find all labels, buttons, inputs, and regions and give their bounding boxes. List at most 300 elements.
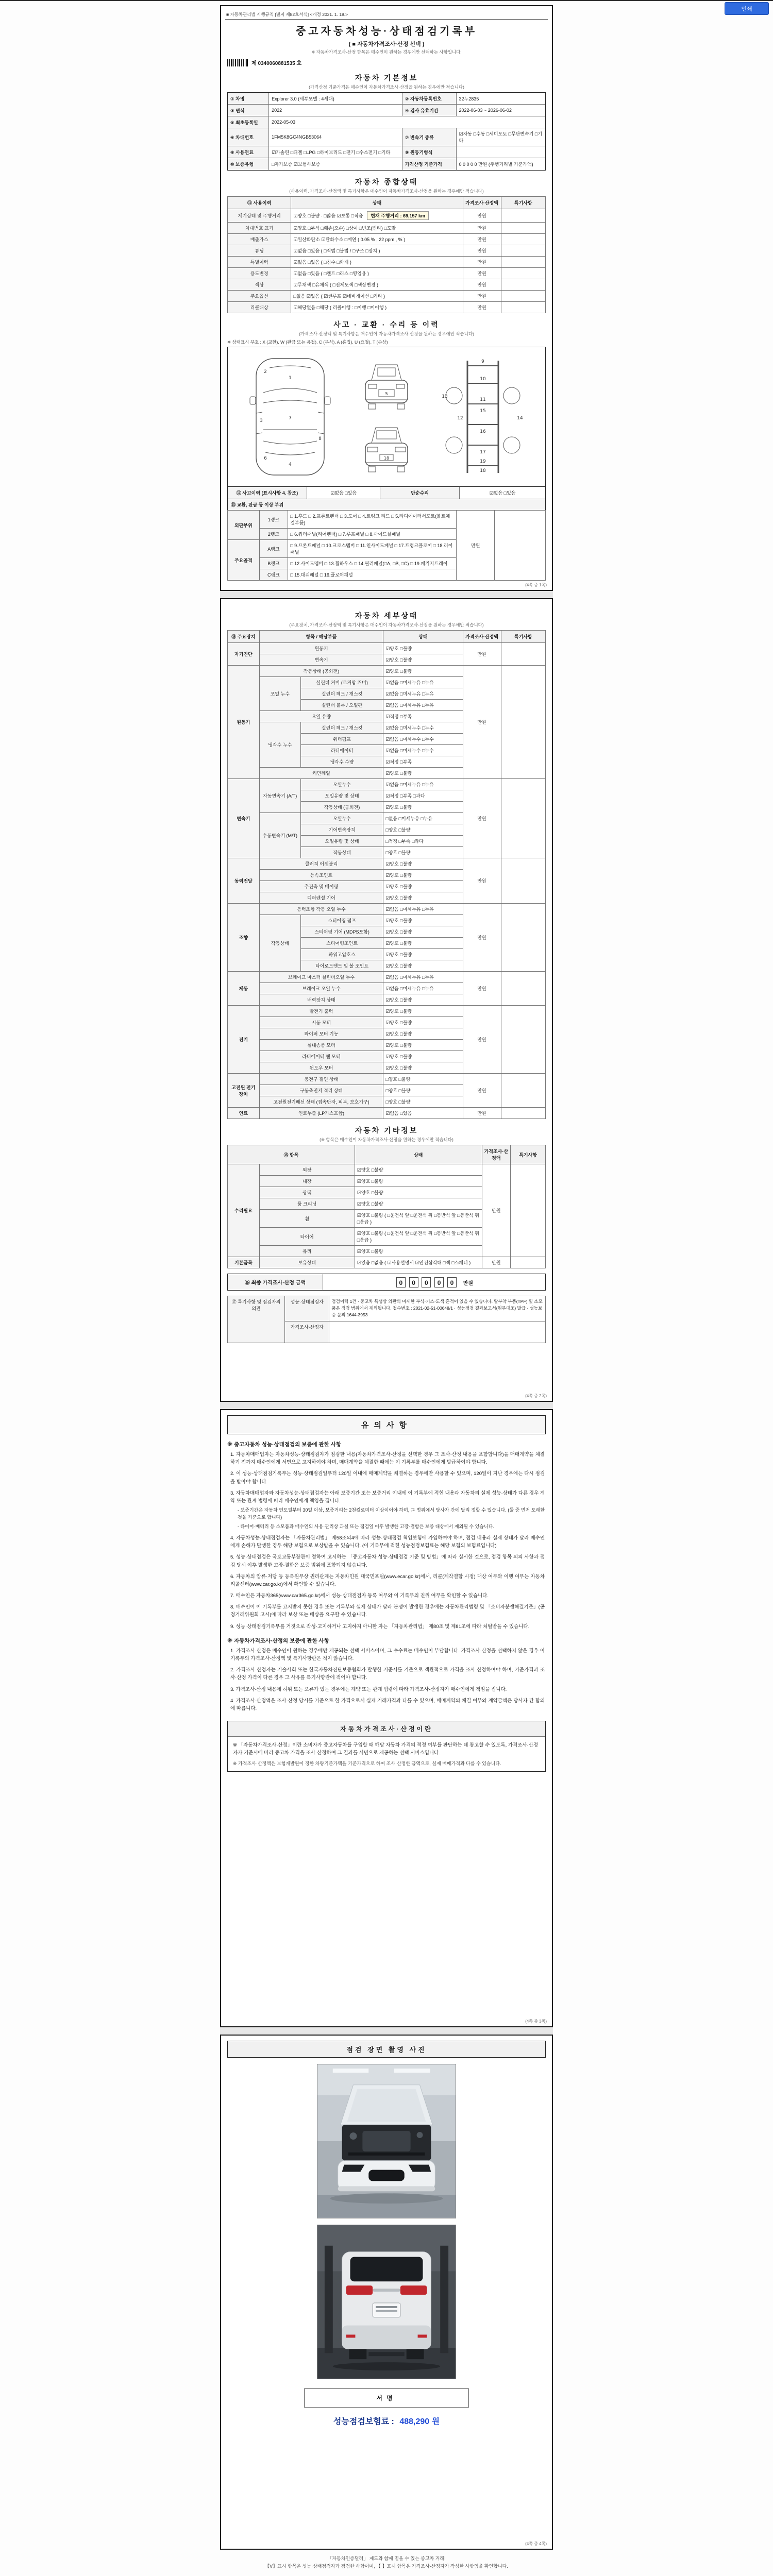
svg-text:4: 4 [289,462,292,467]
item-label: 작동상태 (공회전) [300,802,383,813]
basic-info-row [228,128,545,146]
inspector-opinion-text: 점검이력 1건 · 중고차 특성상 외판의 미세한 부식·기스·도색 흔적이 있을 수 있습니다. 탈부착 부품(TPF) 및 소모품은 점검 범위에서 제외됩니다. 접수번호 : 2021-02-51-00648/1 · 성능점검 결과보고서(원부대조) 발급 · 성능보증 문의 1644-3953 [329,1296,546,1321]
basic-info-row [228,146,545,158]
device-row [228,972,546,983]
note-cell [501,904,545,972]
item-state [291,279,463,291]
device-row [228,1108,546,1119]
notice-item: 5. 성능·상태점검은 국토교통부장관이 정하여 고시하는 「중고자동차 성능·상태점검 기준 및 방법」에 따라 실시한 것으로, 점검 항목 외의 사항과 점검 당시 이후 발생한 고장·결함은 보증 범위에 포함되지 않습니다. [230,1554,545,1568]
item-label: 주요옵션 [228,291,291,302]
item-label: 고전원전기배선 상태 (접속단자, 피복, 보호기구) [259,1096,383,1108]
detail-header-row [228,631,546,643]
device-row [228,779,546,790]
basic-info-row [228,93,545,105]
item-state [291,209,463,223]
item-label: 워터펌프 [300,734,383,745]
notice-subitem: - 타이어·배터리 등 소모품과 매수인의 사용·관리상 과실 또는 점검일 이후 발생한 고장·결함은 보증 대상에서 제외될 수 있습니다. [238,1524,494,1529]
item-label: 실린더 블록 / 오일팬 [300,700,383,711]
summary-row [228,223,546,234]
device-subgroup: 냉각수 누수 [259,722,300,768]
item-state: ☑없음 □미세누유 □누유 [383,688,463,700]
item-label: 특별이력 [228,257,291,268]
section-note-etc: (※ 항목은 매수인이 자동차가격조사·산정을 원하는 경우에만 적습니다) [320,1137,453,1142]
item-state: □없음 □미세누유 □누유 [383,813,463,824]
page-mark-4: (4쪽 중 4쪽) [525,2541,547,2546]
summary-row [228,291,546,302]
summary-row [228,209,546,223]
etc-table [227,1145,546,1268]
price-cell: 만원 [482,1164,511,1257]
basic-info-table [227,92,546,171]
device-subgroup: 자동변속기 (A/T) [259,779,300,813]
price-cell: 만원 [463,302,501,313]
svg-text:19: 19 [480,459,486,464]
final-price-row [227,1274,546,1291]
field-label: 가격산정 기준가격 [402,158,457,170]
section-title-detail: 자동차 세부상태 [355,612,418,620]
note-cell [501,972,545,1006]
item-state [291,291,463,302]
state-checkboxes: ☑없음 □있음 ( □적법 □불법 / □구조 □장치 ) [293,248,380,253]
summary-row [228,257,546,268]
device-subgroup: 수동변속기 (M/T) [259,813,300,858]
field-label: ③ 연식 [228,105,269,116]
item-label: 배출가스 [228,234,291,245]
item-label: 기어변속장치 [300,824,383,836]
item-label: 시동 모터 [259,1017,383,1028]
price-cell: 만원 [463,234,501,245]
item-label: 발전기 출력 [259,1006,383,1017]
svg-text:9: 9 [481,359,484,364]
field-label: ⑩ 보증유형 [228,158,269,170]
item-state: □양호 □불량 [383,824,463,836]
summary-header-note: 특기사항 [501,197,545,209]
detail-header-item: 항목 / 해당부품 [259,631,383,643]
part-items: □ 1.후드 □ 2.프론트펜더 □ 3.도어 □ 4.트렁크 리드 □ 5.라디에이터서포트(볼트체결부품) [288,511,457,529]
item-label: 오일누수 [300,813,383,824]
footer-notes [220,2555,553,2571]
device-subgroup: 오일 누수 [259,677,300,711]
item-label: 라디에이터 팬 모터 [259,1051,383,1062]
final-price-unit: 만원 [463,1280,474,1286]
item-state: ☑양호 □불량 [355,1164,482,1176]
detail-header-note: 특기사항 [501,631,545,643]
item-state: ☑적정 □부족 [383,756,463,768]
price-cell: 만원 [463,779,501,858]
item-state [291,223,463,234]
etc-header-state: 상태 [355,1145,482,1164]
accident-parts-table [227,510,546,581]
item-state: ☑적정 □부족 □과다 [383,790,463,802]
field-value: ☑가솔린 □디젤 □LPG □하이브리드 □전기 □수소전기 □기타 [269,146,402,158]
price-cell: 만원 [463,268,501,279]
engine-bay-photo [317,2064,456,2218]
item-label: 등속조인트 [259,870,383,881]
field-value: 1FM5K8GC4NGB53064 [269,128,402,146]
price-cell: 만원 [463,972,501,1006]
price-cell: 만원 [463,1074,501,1108]
device-group: 자기진단 [228,643,260,666]
summary-header-row [228,197,546,209]
note-cell [501,257,545,268]
insurance-premium [227,2415,546,2427]
item-state: ☑양호 □불량 [383,666,463,677]
signature-label: 서명 [376,2395,397,2402]
item-label: 브레이크 마스터 실린더오일 누수 [259,972,383,983]
item-state: ☑양호 □불량 [355,1176,482,1187]
svg-text:13: 13 [442,394,448,399]
insurance-premium-value: 488,290 원 [399,2417,440,2426]
part-rank: 2랭크 [259,529,288,540]
price-digit: 0 [422,1277,431,1287]
item-label: 보유상태 [259,1257,355,1268]
section-note-detail: (주요장치, 가격조사·산정액 및 특기사항은 매수인이 자동차가격조사·산정을 원하는 경우에만 적습니다) [289,622,484,628]
part-group: 외판부위 [228,511,260,540]
notice-item: 2. 가격조사·산정자는 기술사회 또는 한국자동차진단보증협회가 발행한 기준서를 기준으로 객관적으로 가격을 조사·산정하여야 하며, 기준가격과 조사·산정 가격이 다른 경우 그 사유를 특기사항란에 적어야 합니다. [230,1667,545,1681]
item-state: ☑양호 □불량 [383,858,463,870]
item-state: ☑양호 □불량 [383,926,463,938]
field-label: ⑤ 최초등록일 [228,116,269,128]
item-state: ☑없음 □미세누유 □누유 [383,983,463,994]
svg-text:3: 3 [260,418,263,423]
price-cell: 만원 [463,257,501,268]
notice-item: 9. 성능·상태점검기록부를 거짓으로 작성·고지하거나 고지하지 아니한 자는 「자동차관리법」 제80조 및 제81조에 따라 처벌받을 수 있습니다. [230,1623,530,1630]
note-cell [501,1006,545,1074]
price-cell: 만원 [463,1006,501,1074]
item-state: ☑양호 □불량 [383,1017,463,1028]
item-state: ☑양호 □불량 ( □운전석 앞 □운전석 뒤 □동반석 앞 □동반석 뒤 □응급 ) [355,1228,482,1246]
notice-item: 7. 매수인은 자동차365(www.car365.go.kr)에서 성능·상태점검자 등록 여부와 이 기록부의 진위 여부를 확인할 수 있습니다. [230,1593,489,1599]
item-state: ☑양호 □불량 [383,881,463,892]
price-cell: 만원 [463,643,501,666]
price-digit: 0 [409,1277,418,1287]
item-label: 클러치 어셈블리 [259,858,383,870]
opinion-label: ⑰ 특기사항 및 점검자의 의견 [228,1296,285,1343]
note-cell [495,511,546,581]
section-head-etc [227,1125,546,1143]
price-definition-note: ※ 가격조사·산정액은 보험개발원이 정한 차량기준가액을 기준가격으로 하여 조사·산정한 금액으로, 실제 매매가격과 다를 수 있습니다. [233,1760,501,1766]
price-cell: 만원 [482,1257,511,1268]
device-group: 변속기 [228,779,260,858]
page-mark-2: (4쪽 중 2쪽) [525,1394,547,1398]
price-cell: 만원 [463,858,501,904]
device-group: 수리필요 [228,1164,260,1257]
device-row [228,858,546,870]
item-state: ☑양호 □불량 [383,949,463,960]
form-page-4 [220,2035,553,2550]
form-page-1 [220,5,553,591]
item-label: 커먼레일 [259,768,383,779]
section-note-summary: (사용이력, 가격조사·산정액 및 특기사항은 매수인이 자동차가격조사·산정을 원하는 경우에만 적습니다) [289,189,484,194]
item-label: 와이퍼 모터 기능 [259,1028,383,1040]
item-label: 작동상태 (공회전) [259,666,383,677]
item-label: 색상 [228,279,291,291]
appraiser-label: 가격조사·산정자 [285,1321,329,1343]
field-label: ② 자동차등록번호 [402,93,457,104]
note-cell [501,209,545,223]
item-label: 변속기 [259,654,383,666]
accident-history-state: ☑없음 □있음 [307,487,380,499]
item-label: 배력장치 상태 [259,994,383,1006]
form-subtitle: ( ■ 자동차가격조사·산정 선택 ) [348,41,425,47]
summary-table [227,196,546,313]
field-value: 2022 [269,105,402,116]
note-cell [501,302,545,313]
opinion-row-inspector [228,1296,546,1321]
part-rank: B랭크 [259,558,288,569]
form-title: 중고자동차성능·상태점검기록부 [295,26,478,37]
damage-code-legend: ※ 상태표시 부호 : X (교환), W (판금 또는 용접), C (부식), A (흠집), U (요철), T (손상) [227,340,388,345]
svg-text:1: 1 [289,376,292,381]
section-title-summary: 자동차 종합상태 [355,178,418,186]
price-cell: 만원 [463,666,501,779]
page-gap [220,2027,553,2035]
simple-repair-label: 단순수리 [380,487,460,499]
price-definition-title: 자동차가격조사·산정이란 [228,1721,545,1737]
summary-row [228,234,546,245]
field-value [457,146,545,158]
state-checkboxes: ☑없음 □있음 ( □렌트 □리스 □영업용 ) [293,271,369,276]
item-state: ☑양호 □불량 [383,1062,463,1074]
item-state: ☑양호 □불량 [383,938,463,949]
note-cell [501,779,545,858]
section-note-accident: (가격조사·산정액 및 특기사항은 매수인이 자동차가격조사·산정을 원하는 경우에만 적습니다) [299,331,474,336]
item-label: 오일유량 및 상태 [300,836,383,847]
price-digit: 0 [434,1277,444,1287]
form-page-3 [220,1409,553,2027]
field-value: Explorer 3.0 (세부모델 : 4세대) [269,93,402,104]
item-label: 실린더 헤드 / 개스킷 [300,722,383,734]
state-checkboxes: ☑무채색 □유채색 ( □전체도색 □색상변경 ) [293,282,378,287]
svg-text:11: 11 [480,397,486,402]
basic-info-row [228,158,545,170]
accident-history-label: ⑫ 사고이력 (표시사항 4. 참조) [228,487,307,499]
item-state: ☑없음 □미세누유 □누유 [383,700,463,711]
note-cell [501,268,545,279]
car-front-view-diagram [358,357,415,414]
item-label: 리콜대상 [228,302,291,313]
part-rank: A랭크 [259,540,288,558]
opinion-table [227,1296,546,1343]
form-title-note: ※ 자동차가격조사·산정 항목은 매수인이 원하는 경우에만 선택하는 사항입니다. [311,49,462,55]
item-state: ☑양호 □불량 [383,915,463,926]
field-label: ⑨ 원동기형식 [402,146,457,158]
item-label: 충전구 절연 상태 [259,1074,383,1085]
state-checkboxes: ☑일산화탄소 ☑탄화수소 □매연 ( 0.05 % , 22 ppm , % ) [293,237,406,242]
notice-subitem: - 보증기간은 자동차 인도일부터 30일 이상, 보증거리는 2천킬로미터 이상이어야 하며, 그 범위에서 당사자 간에 달리 정할 수 있습니다. (둘 중 먼저 도래한 것을 기준으로 합니다) [238,1507,545,1520]
item-state: ☑양호 □불량 [383,802,463,813]
device-group: 제동 [228,972,260,1006]
item-state: ☑없음 □미세누유 □누유 [383,972,463,983]
note-cell [501,291,545,302]
detail-header-device: ⑭ 주요장치 [228,631,260,643]
field-label: ⑥ 차대번호 [228,128,269,146]
part-items: □ 15.대쉬패널 □ 16.플로어패널 [288,569,457,581]
item-state: ☑양호 □불량 [383,994,463,1006]
detail-header-price: 가격조사·산정액 [463,631,501,643]
item-label: 실린더 커버 (로커암 커버) [300,677,383,688]
device-group: 전기 [228,1006,260,1074]
notice-section-heading: ※ 자동차가격조사·산정의 보증에 관한 사항 [227,1637,329,1644]
device-group: 동력전달 [228,858,260,904]
section-title-etc: 자동차 기타정보 [355,1126,418,1134]
accident-part-row [228,511,546,529]
item-state: ☑양호 □불량 [383,960,463,972]
svg-text:18: 18 [383,456,390,461]
state-checkboxes: ☑없음 □있음 ( □침수 □화재 ) [293,260,351,265]
note-cell [501,279,545,291]
svg-text:17: 17 [480,450,486,455]
item-label: 실내송풍 모터 [259,1040,383,1051]
item-label: 튜닝 [228,245,291,257]
device-row [228,666,546,677]
item-label: 유리 [259,1246,355,1257]
svg-text:10: 10 [480,377,486,382]
item-state: ☑적정 □부족 [383,711,463,722]
summary-header-state: 상태 [291,197,463,209]
serial-row [227,59,546,66]
item-label: 스티어링조인트 [300,938,383,949]
etc-header-row [228,1145,546,1164]
svg-text:5: 5 [385,392,388,396]
field-value: 32누2835 [459,96,479,101]
notice-item: 1. 자동차매매업자는 자동차성능·상태점검자가 점검한 내용(자동차가격조사·산정을 선택한 경우 그 조사·산정 내용을 포함합니다)을 매매계약을 체결하기 전까지 매수인에게 서면으로 고지하여야 하며, 매매계약을 체결한 때에는 이 기록부를 매수인에게 발급하여야 합니다. [230,1452,545,1466]
item-label: 스티어링 펌프 [300,915,383,926]
front-rear-diagrams [358,357,415,477]
svg-text:15: 15 [480,409,486,414]
car-frame-diagram [431,352,534,481]
svg-text:2: 2 [264,369,267,375]
item-state: ☑양호 □불량 [383,643,463,654]
page-mark-1: (4쪽 중 1쪽) [525,583,547,587]
svg-text:6: 6 [264,456,267,461]
item-state: □양호 □불량 [383,1085,463,1096]
item-state: ☑양호 □불량 [383,892,463,904]
signature-box [304,2388,469,2408]
item-label: 차대번호 표기 [228,223,291,234]
field-value: 0 0 0 0 0 만원 (주행거리별 기준가액) [459,162,533,167]
summary-row [228,268,546,279]
svg-text:12: 12 [457,416,463,421]
item-label: 동력조향 작동 오일 누수 [259,904,383,915]
part-items: □ 6.쿼터패널(리어펜더) □ 7.루프패널 □ 8.사이드실패널 [288,529,457,540]
device-row [228,1074,546,1085]
item-state: □적정 □부족 □과다 [383,836,463,847]
summary-row [228,279,546,291]
item-state: ☑없음 □미세누유 □누유 [383,779,463,790]
price-definition-text: ※ 「자동차가격조사·산정」이란 소비자가 중고자동차를 구입할 때 해당 자동차 가격의 적정 여부를 판단하는 데 참고할 수 있도록, 가격조사·산정자가 기준서에 따라 중고차 가격을 조사·산정하여 그 결과를 서면으로 제공하는 선택 서비스입니다. [233,1742,539,1756]
note-cell [501,234,545,245]
regulation-reference: ■ 자동차관리법 시행규칙 [별지 제82호서식] <개정 2021. 1. 19.> [225,11,548,20]
state-checkboxes: ☑해당없음 □해당 ( 리콜이행 : □이행 □미이행 ) [293,305,387,310]
device-group: 원동기 [228,666,260,779]
summary-row [228,302,546,313]
field-value: 2022-06-03 ~ 2026-06-02 [459,108,512,113]
note-cell [511,1164,546,1257]
item-state: ☑양호 □불량 [355,1198,482,1210]
item-state: ☑없음 □미세누수 □누수 [383,745,463,756]
appraiser-opinion-text [329,1321,546,1343]
item-state [291,245,463,257]
note-cell [501,1108,545,1119]
notice-title: 유의사항 [227,1415,546,1434]
part-items: □ 12.사이드멤버 □ 13.휠하우스 □ 14.필러패널(□A, □B, □C) □ 19.패키지트레이 [288,558,457,569]
final-price-label: ⑯ 최종 가격조사·산정 금액 [228,1274,323,1290]
detail-header-state: 상태 [383,631,463,643]
item-state: ☑양호 □불량 [383,1028,463,1040]
notice-item: 4. 가격조사·산정액은 조사·산정 당시를 기준으로 한 가격으로서 실제 거래가격과 다를 수 있으며, 매매계약의 체결 여부와 계약금액은 당사자 간 합의에 따릅니다. [230,1698,545,1711]
item-state [291,302,463,313]
price-digit: 0 [396,1277,406,1287]
item-label: 내장 [259,1176,355,1187]
field-label: ⑧ 사용연료 [228,146,269,158]
note-cell [501,245,545,257]
page-gap [220,591,553,598]
svg-text:7: 7 [289,416,292,421]
field-label: ④ 검사 유효기간 [402,105,457,116]
notice-item: 6. 자동차의 압류·저당 등 등록원부상 권리관계는 자동차민원 대국민포털(www.ecar.go.kr)에서, 리콜(제작결함 시정) 대상 여부와 이행 여부는 자동차리콜센터(www.car.go.kr)에서 확인할 수 있습니다. [230,1573,545,1587]
section-title-accident: 사고 · 교환 · 수리 등 이력 [333,320,440,329]
current-mileage-badge: 현재 주행거리 : 69,157 km [367,211,429,220]
damage-diagrams [227,347,546,487]
item-state: ☑양호 □불량 [383,768,463,779]
item-label: 오일유량 및 상태 [300,790,383,802]
item-label: 작동상태 [300,847,383,858]
page-gap [220,1402,553,1409]
field-label: ① 차명 [228,93,269,104]
part-rank: C랭크 [259,569,288,581]
price-cell: 만원 [457,511,495,581]
item-label: 윈도우 모터 [259,1062,383,1074]
item-label: 실린더 헤드 / 개스킷 [300,688,383,700]
item-label: 타이어 [259,1228,355,1246]
accident-flags-row [227,487,546,499]
footer-line-2: 【V】표시 항목은 성능·상태점검자가 점검한 사항이며, 【 】표시 항목은 가격조사·산정자가 작성한 사항임을 확인합니다. [265,2564,508,2569]
item-state: ☑양호 □불량 [383,1051,463,1062]
car-top-view-diagram [239,352,342,481]
item-state: ☑양호 □불량 [383,654,463,666]
note-cell [501,1074,545,1108]
state-checkboxes: ☑양호 □부식 □훼손(오손) □상이 □변조(변타) □도말 [293,226,396,231]
item-state: ☑있음 □없음 ( ☑사용설명서 ☑안전삼각대 □잭 □스패너 ) [355,1257,482,1268]
device-group: 고전원 전기장치 [228,1074,260,1108]
device-row [228,1257,546,1268]
item-label: 오일누수 [300,779,383,790]
price-cell: 만원 [463,1108,501,1119]
item-state: ☑양호 □불량 ( □운전석 앞 □운전석 뒤 □동반석 앞 □동반석 뒤 □응급 ) [355,1210,482,1228]
notice-item: 3. 가격조사·산정 내용에 허위 또는 오류가 있는 경우에는 계약 또는 관계 법령에 따라 가격조사·산정자가 매수인에게 책임을 집니다. [230,1686,507,1692]
barcode-icon [227,59,249,66]
etc-header-item: ⑮ 항목 [228,1145,355,1164]
item-state [291,268,463,279]
price-cell: 만원 [463,291,501,302]
item-state: □양호 □불량 [383,1074,463,1085]
item-label: 오일 유량 [259,711,383,722]
photos-section-title: 점검 장면 촬영 사진 [227,2041,546,2058]
svg-text:8: 8 [318,436,322,442]
print-button[interactable]: 인쇄 [725,2,769,15]
item-label: 스티어링 기어 (MDPS포함) [300,926,383,938]
device-subgroup: 작동상태 [259,915,300,972]
price-cell: 만원 [463,209,501,223]
note-cell [511,1257,546,1268]
field-value: □자가보증 ☑보험사보증 [269,158,402,170]
inspection-form [220,0,553,2571]
device-row [228,1006,546,1017]
item-state: ☑양호 □불량 [383,870,463,881]
notice-item: 8. 매수인이 이 기록부를 고지받지 못한 경우 또는 기록부와 실제 상태가 달라 분쟁이 발생한 경우에는 자동차관리법령 및 「소비자분쟁해결기준」(공정거래위원회 고시)에 따라 보상 또는 배상을 요구할 수 있습니다. [230,1604,545,1618]
final-price-digits [323,1275,545,1290]
